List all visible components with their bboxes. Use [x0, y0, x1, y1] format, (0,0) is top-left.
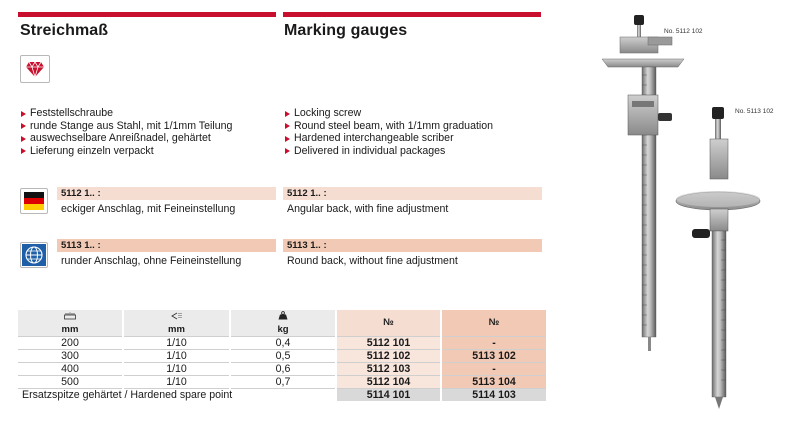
feature-item: Hardened interchangeable scriber [284, 132, 493, 145]
cell-weight: 0,5 [230, 349, 336, 362]
unit-graduation: mm [123, 323, 230, 336]
variant-desc-de: runder Anschlag, ohne Feineinstellung [61, 255, 242, 267]
table-row [18, 375, 546, 388]
feature-item: Feststellschraube [20, 107, 232, 120]
title-en: Marking gauges [284, 22, 408, 39]
cell-article-b: - [441, 336, 546, 349]
cell-article-a: 5112 102 [336, 349, 441, 362]
feature-item: auswechselbare Anreißnadel, gehärtet [20, 132, 232, 145]
globe-icon [20, 242, 48, 268]
cell-article-a: 5112 104 [336, 375, 441, 388]
unit-length: mm [18, 323, 123, 336]
cell-graduation: 1/10 [123, 336, 230, 349]
spare-article-b: 5114 103 [441, 388, 546, 401]
cell-length: 400 [61, 362, 79, 375]
table-row [18, 336, 546, 349]
cell-article-b: - [441, 362, 546, 375]
spec-table [18, 310, 546, 401]
cell-graduation: 1/10 [123, 375, 230, 388]
variant-code-en: 5113 1.. : [283, 239, 542, 252]
col-header-no-b: № [441, 310, 546, 336]
spare-article-a: 5114 101 [336, 388, 441, 401]
gauge-round [676, 107, 760, 409]
feature-list-de [20, 107, 232, 157]
product-illustration [590, 15, 790, 410]
feature-item: runde Stange aus Stahl, mit 1/1mm Teilung [20, 120, 232, 133]
variant-code-en: 5112 1.. : [283, 187, 542, 200]
unit-weight: kg [230, 323, 336, 336]
spare-row [18, 388, 546, 401]
cell-length: 300 [61, 349, 79, 362]
cell-graduation: 1/10 [123, 362, 230, 375]
feature-list-en [284, 107, 493, 157]
variant-desc-en: Round back, without fine adjustment [287, 255, 458, 267]
cell-length: 200 [61, 336, 79, 349]
table-row [18, 349, 546, 362]
spare-label: Ersatzspitze gehärtet / Hardened spare point [18, 388, 336, 401]
cell-article-b: 5113 102 [441, 349, 546, 362]
variant-code-de: 5112 1.. : [57, 187, 276, 200]
cell-length: 500 [61, 375, 79, 388]
graduation-icon [123, 310, 230, 323]
cell-weight: 0,6 [230, 362, 336, 375]
diamond-icon [20, 55, 50, 83]
german-flag-icon [20, 188, 48, 214]
icon-header-row [18, 310, 546, 323]
header-bar-de [18, 12, 276, 17]
cell-weight: 0,7 [230, 375, 336, 388]
ruler-icon [18, 310, 123, 323]
feature-item: Locking screw [284, 107, 493, 120]
table-row [18, 362, 546, 375]
cell-graduation: 1/10 [123, 349, 230, 362]
variant-desc-en: Angular back, with fine adjustment [287, 203, 449, 215]
feature-item: Delivered in individual packages [284, 145, 493, 158]
cell-article-a: 5112 103 [336, 362, 441, 375]
cell-article-a: 5112 101 [336, 336, 441, 349]
title-de: Streichmaß [20, 22, 109, 39]
header-bar-en [283, 12, 541, 17]
feature-item: Round steel beam, with 1/1mm graduation [284, 120, 493, 133]
product-caption: No. 5112 102 [664, 28, 703, 35]
col-header-no-a: № [336, 310, 441, 336]
product-caption: No. 5113 102 [735, 108, 774, 115]
feature-item: Lieferung einzeln verpackt [20, 145, 232, 158]
cell-weight: 0,4 [230, 336, 336, 349]
weight-icon [230, 310, 336, 323]
cell-article-b: 5113 104 [441, 375, 546, 388]
gauge-angular [602, 15, 684, 351]
variant-code-de: 5113 1.. : [57, 239, 276, 252]
variant-desc-de: eckiger Anschlag, mit Feineinstellung [61, 203, 236, 215]
